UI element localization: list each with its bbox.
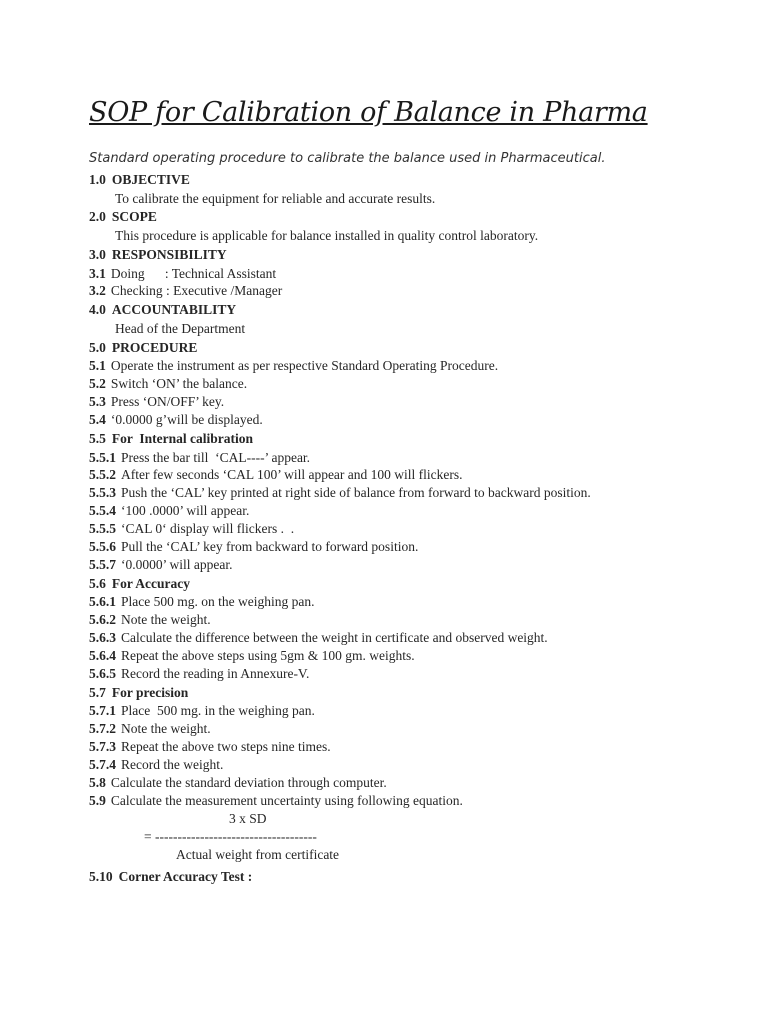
step-number: 5.6.5 (89, 665, 116, 681)
step-number: 4.0 (89, 302, 106, 318)
step-number: 5.7.4 (89, 757, 116, 773)
step-number: 3.2 (89, 283, 106, 299)
procedure-step (89, 520, 729, 538)
section-heading (89, 683, 729, 703)
equation-numerator: 3 x SD (229, 810, 267, 826)
step-text: Note the weight. (121, 612, 211, 628)
step-text: To calibrate the equipment for reliable and accurate results. (115, 190, 436, 206)
procedure-step (89, 774, 729, 792)
procedure-step (89, 702, 729, 720)
step-number: 5.2 (89, 376, 106, 392)
subtitle: Standard operating procedure to calibrate the balance used in Pharmaceutical. (89, 151, 606, 166)
step-number: 5.5.6 (89, 539, 116, 555)
procedure-step (89, 357, 729, 375)
section-title: Corner Accuracy Test : (118, 869, 253, 885)
step-text: ACCOUNTABILITY (111, 302, 237, 318)
step-text: Checking : Executive /Manager (110, 283, 283, 299)
step-text: Press ‘ON/OFF’ key. (110, 394, 225, 410)
step-text: For Internal calibration (111, 430, 253, 446)
step-text: Push the ‘CAL’ key printed at right side of balance from forward to backward position. (121, 485, 591, 501)
step-text: Note the weight. (121, 721, 211, 737)
procedure-step (89, 282, 729, 300)
section-heading (89, 429, 729, 449)
step-text: Doing : Technical Assistant (110, 265, 277, 281)
step-text: SCOPE (111, 209, 157, 225)
step-text: ‘0.0000’ will appear. (121, 556, 233, 572)
step-number: 3.1 (89, 265, 106, 281)
section-heading (89, 338, 729, 358)
procedure-step (89, 502, 729, 520)
section-number: 5.10 (89, 869, 113, 885)
equation-numerator-row (89, 810, 729, 828)
step-number: 5.5 (89, 430, 106, 446)
step-number: 5.6.2 (89, 612, 116, 628)
section-heading-5-10 (89, 867, 729, 887)
step-text: Place 500 mg. in the weighing pan. (121, 703, 315, 719)
procedure-step (89, 265, 729, 283)
step-number: 5.6.1 (89, 594, 116, 610)
procedure-step (89, 538, 729, 556)
step-text: ‘0.0000 g’will be displayed. (110, 412, 263, 428)
section-body-text (89, 227, 729, 245)
step-text: Record the reading in Annexure-V. (121, 665, 310, 681)
step-number: 5.7.1 (89, 703, 116, 719)
procedure-step (89, 449, 729, 467)
step-text: After few seconds ‘CAL 100’ will appear and 100 will flickers. (121, 467, 463, 483)
step-number: 5.5.3 (89, 485, 116, 501)
section-heading (89, 245, 729, 265)
equation-divider-row (89, 828, 729, 846)
equation-denominator-row (89, 846, 729, 864)
step-number: 1.0 (89, 172, 106, 187)
step-number: 5.1 (89, 358, 106, 374)
section-heading (89, 170, 729, 190)
section-body-text (89, 190, 729, 208)
step-text: Calculate the difference between the weight in certificate and observed weight. (121, 630, 548, 646)
section-heading (89, 300, 729, 320)
step-text: Record the weight. (121, 757, 224, 773)
procedure-step (89, 556, 729, 574)
step-number: 3.0 (89, 246, 106, 262)
step-text: Switch ‘ON’ the balance. (110, 376, 248, 392)
step-text: Pull the ‘CAL’ key from backward to forward position. (121, 539, 419, 555)
step-number: 5.5.2 (89, 467, 116, 483)
step-number: 5.8 (89, 775, 106, 791)
step-number: 2.0 (89, 209, 106, 225)
procedure-step (89, 792, 729, 810)
step-number: 5.3 (89, 394, 106, 410)
step-text: Operate the instrument as per respective Standard Operating Procedure. (110, 358, 499, 374)
equation-divider: = ------------------------------------ (144, 828, 317, 844)
section-heading (89, 574, 729, 594)
step-text: ‘100 .0000’ will appear. (121, 503, 250, 519)
step-number: 5.5.7 (89, 556, 116, 572)
equation-denominator: Actual weight from certificate (176, 846, 340, 862)
procedure-step (89, 629, 729, 647)
step-number: 5.5.5 (89, 521, 116, 537)
step-text: For precision (111, 684, 189, 700)
procedure-step (89, 611, 729, 629)
step-number: 5.5.1 (89, 449, 116, 465)
procedure-step (89, 393, 729, 411)
procedure-step (89, 738, 729, 756)
step-text: Calculate the measurement uncertainty using following equation. (110, 792, 463, 808)
step-text: Head of the Department (115, 320, 246, 336)
step-text: RESPONSIBILITY (111, 246, 227, 262)
step-number: 5.7.2 (89, 721, 116, 737)
step-text: Repeat the above steps using 5gm & 100 gm. weights. (121, 648, 415, 664)
step-text: This procedure is applicable for balance installed in quality control laboratory. (115, 228, 539, 244)
step-number: 5.9 (89, 792, 106, 808)
step-text: Press the bar till ‘CAL----’ appear. (121, 449, 311, 465)
step-number: 5.7.3 (89, 739, 116, 755)
section-heading (89, 207, 729, 227)
procedure-step (89, 466, 729, 484)
sop-document (89, 95, 729, 887)
step-number: 5.7 (89, 684, 106, 700)
procedure-step (89, 593, 729, 611)
step-number: 5.4 (89, 412, 106, 428)
step-text: For Accuracy (111, 575, 190, 591)
step-number: 5.6.4 (89, 648, 116, 664)
procedure-step (89, 375, 729, 393)
procedure-step (89, 756, 729, 774)
procedure-step (89, 647, 729, 665)
step-text: Calculate the standard deviation through computer. (110, 775, 387, 791)
step-number: 5.6 (89, 575, 106, 591)
section-body-text (89, 320, 729, 338)
step-number: 5.5.4 (89, 503, 116, 519)
step-text: OBJECTIVE (111, 172, 190, 187)
procedure-step (89, 665, 729, 683)
step-text: Place 500 mg. on the weighing pan. (121, 594, 315, 610)
step-text: ‘CAL 0‘ display will flickers . . (121, 521, 295, 537)
page-title: SOP for Calibration of Balance in Pharma (89, 97, 648, 128)
procedure-body (89, 170, 729, 810)
procedure-step (89, 484, 729, 502)
step-text: Repeat the above two steps nine times. (121, 739, 331, 755)
step-number: 5.6.3 (89, 630, 116, 646)
procedure-step (89, 411, 729, 429)
procedure-step (89, 720, 729, 738)
step-number: 5.0 (89, 339, 106, 355)
step-text: PROCEDURE (111, 339, 198, 355)
